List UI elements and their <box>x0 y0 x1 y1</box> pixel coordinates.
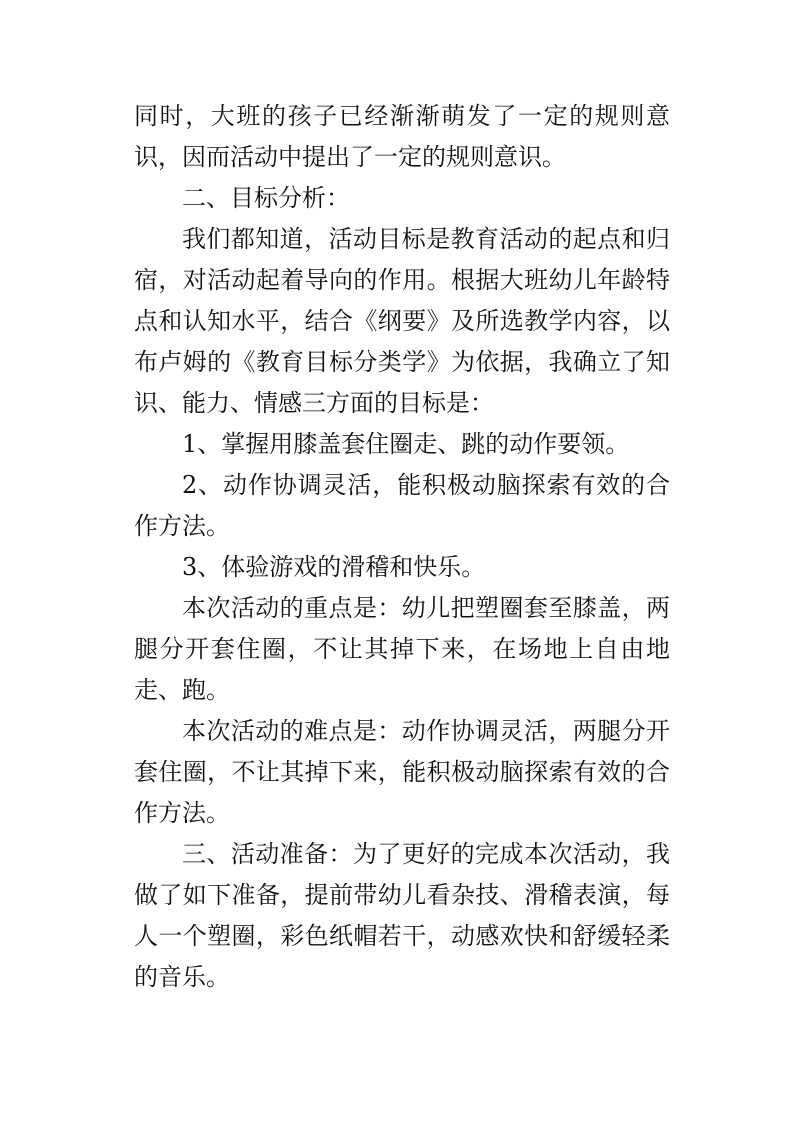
goal-item-3: 3、体验游戏的滑稽和快乐。 <box>182 553 486 581</box>
document-body <box>134 96 670 998</box>
section-activity-preparation: 三、活动准备：为了更好的完成本次活动，我做了如下准备，提前带幼儿看杂技、滑稽表演，每人一个塑圈，彩色纸帽若干，动感欢快和舒缓轻柔的音乐。 <box>134 840 670 991</box>
section-heading-goal-analysis: 二、目标分析： <box>182 184 350 212</box>
paragraph-goal-intro: 我们都知道，活动目标是教育活动的起点和归宿，对活动起着导向的作用。根据大班幼儿年龄特点和认知水平，结合《纲要》及所选教学内容，以布卢姆的《教育目标分类学》为依据，我确立了知识、能力、情感三方面的目标是： <box>134 225 670 417</box>
goal-item-2: 2、动作协调灵活，能积极动脑探索有效的合作方法。 <box>134 471 670 540</box>
paragraph-key-point: 本次活动的重点是：幼儿把塑圈套至膝盖，两腿分开套住圈，不让其掉下来，在场地上自由地走、跑。 <box>134 594 670 704</box>
paragraph-continuation: 同时，大班的孩子已经渐渐萌发了一定的规则意识，因而活动中提出了一定的规则意识。 <box>134 102 670 171</box>
goal-item-1: 1、掌握用膝盖套住圈走、跳的动作要领。 <box>182 430 630 458</box>
paragraph-difficulty: 本次活动的难点是：动作协调灵活，两腿分开套住圈，不让其掉下来，能积极动脑探索有效的合作方法。 <box>134 717 670 827</box>
